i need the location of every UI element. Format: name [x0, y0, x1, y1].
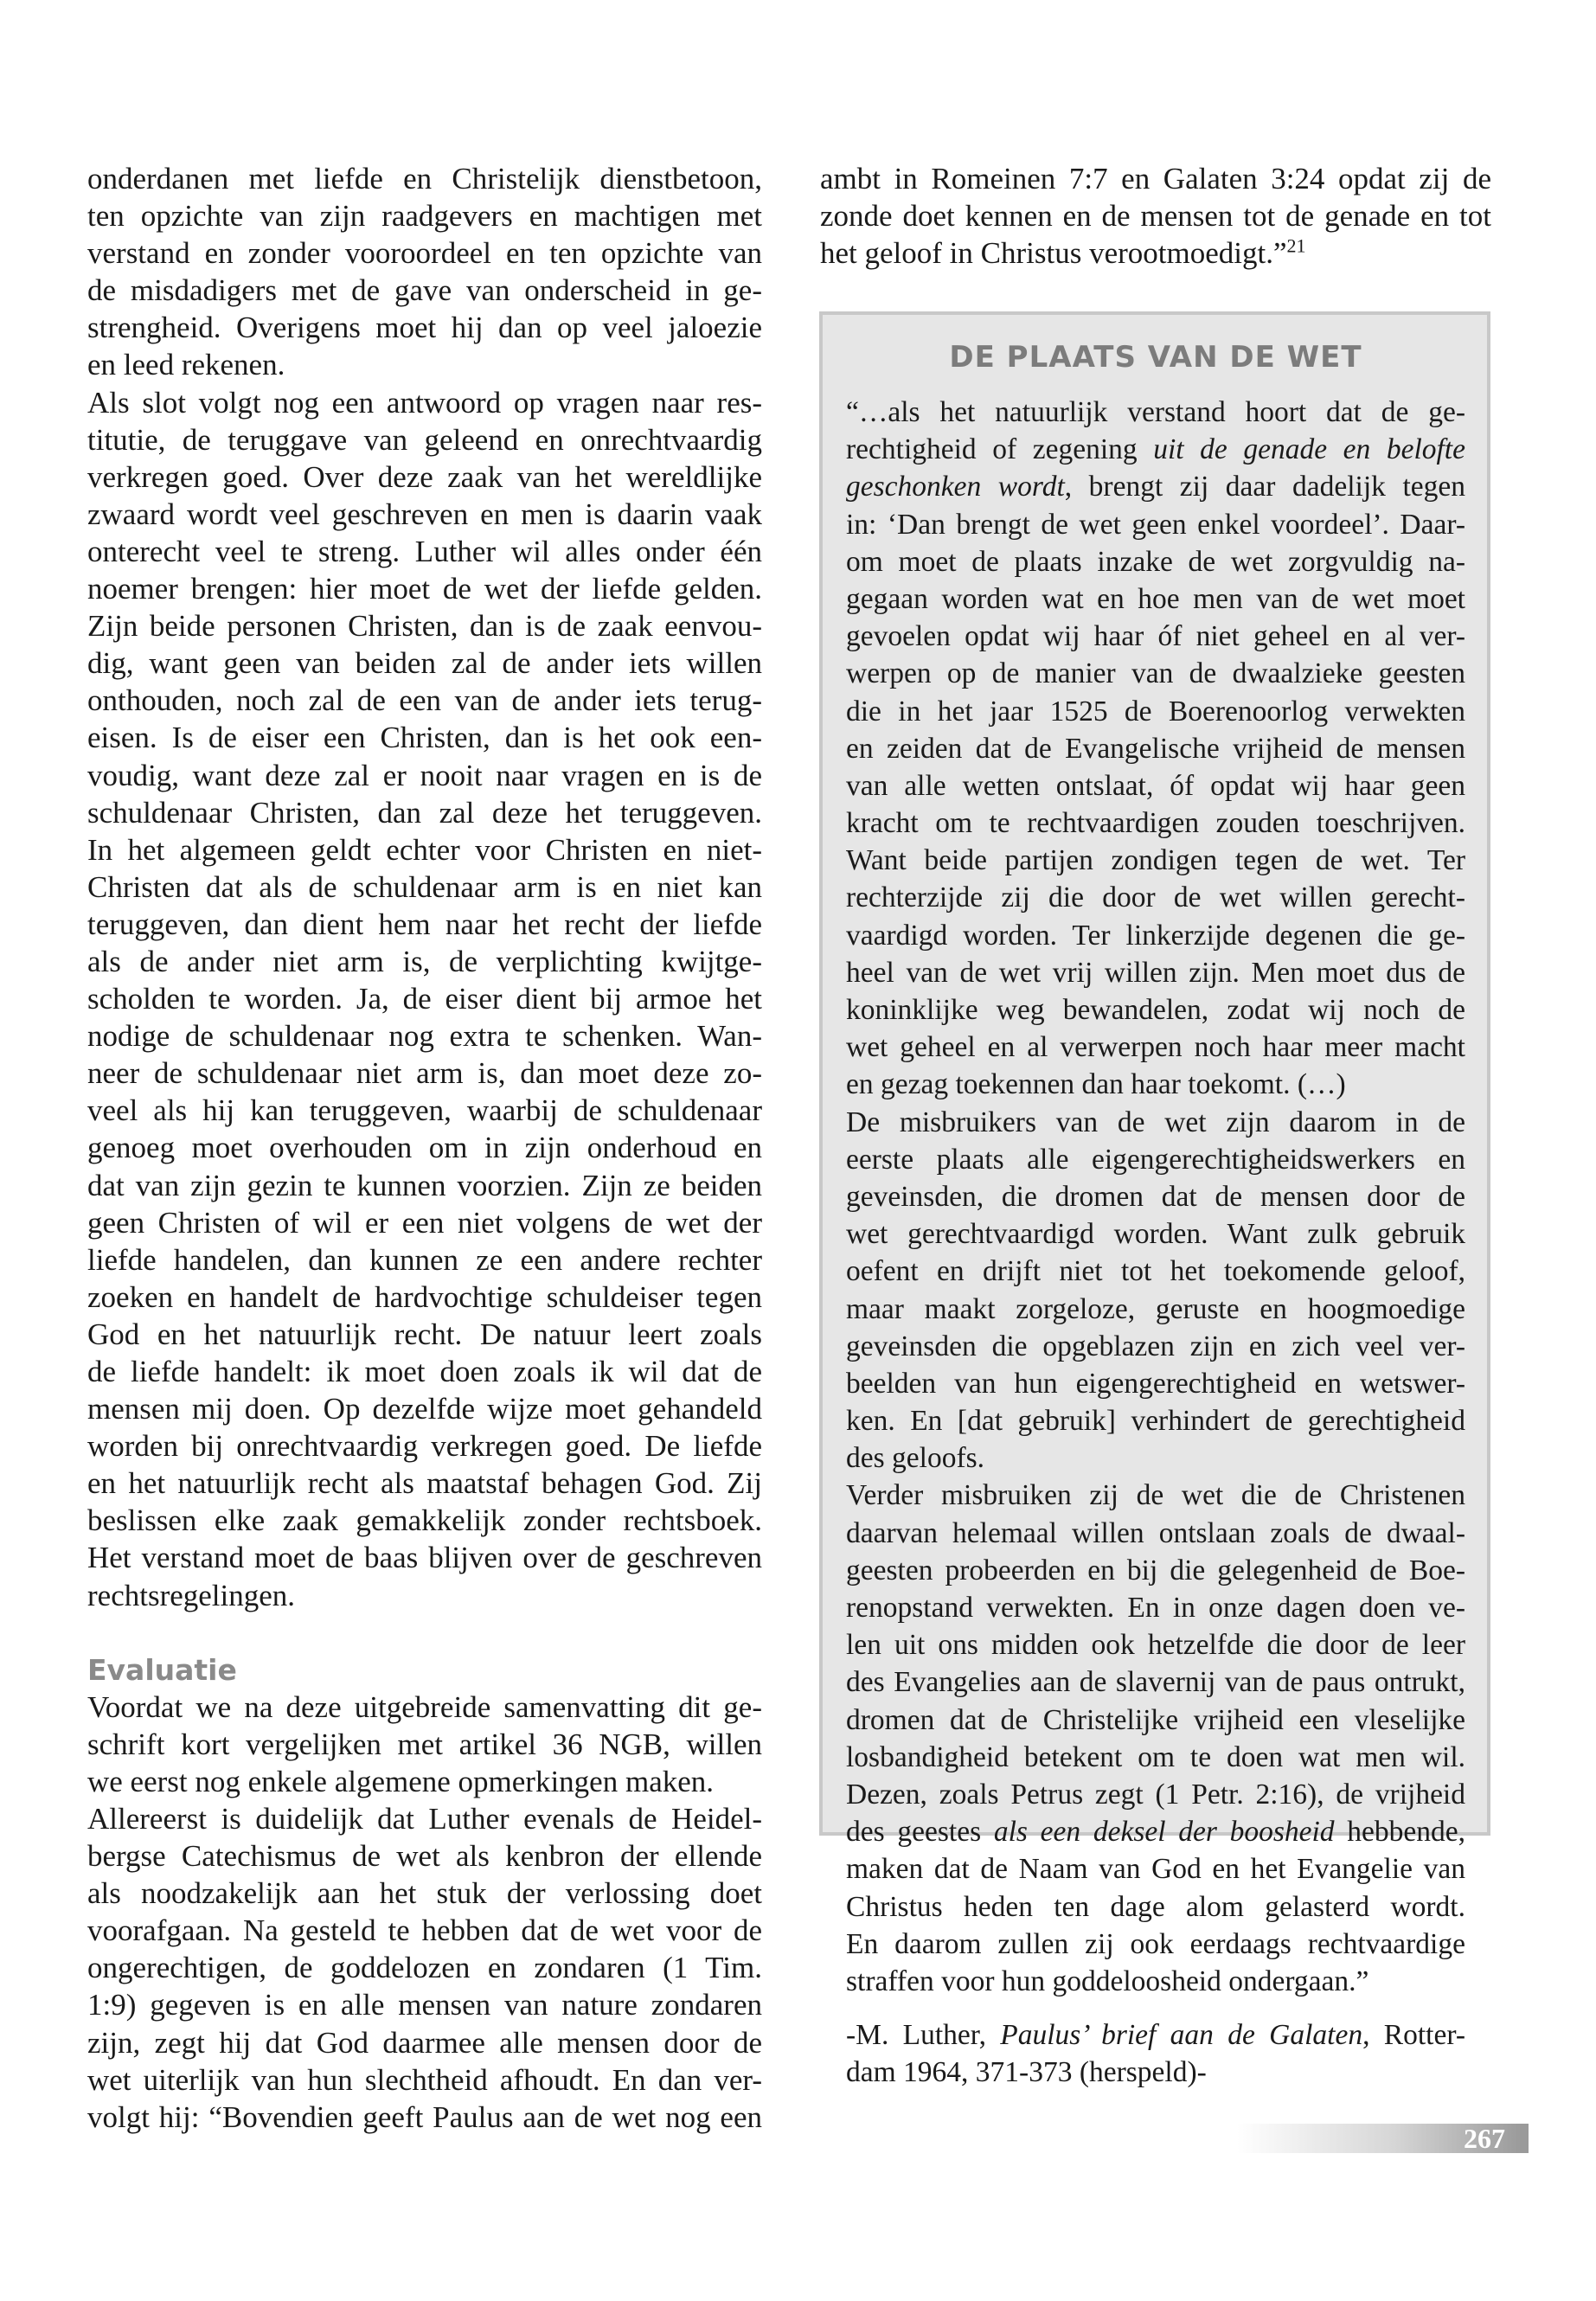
text-line: Het verstand moet de baas blijven over de geschreven: [87, 1541, 762, 1575]
text-line: verstand en zonder vooroordeel en ten opzichte van: [87, 236, 762, 271]
text-line: eisen. Is de eiser een Christen, dan is het ook een-: [87, 721, 762, 755]
text-line: zwaard wordt veel geschreven en men is daarin vaak: [87, 497, 762, 531]
text-line: neer de schuldenaar niet arm is, dan moet deze zo-: [87, 1056, 762, 1091]
text-line: noemer brengen: hier moet de wet der liefde gelden.: [87, 572, 762, 606]
text-line: Verder misbruiken zij de wet die de Christenen: [846, 1479, 1465, 1512]
text-line: en leed rekenen.: [87, 348, 285, 382]
text-line: als de ander niet arm is, de verplichting kwijtge-: [87, 944, 762, 978]
text-line: oefent en drijft niet tot het toekomende geloof,: [846, 1255, 1465, 1288]
text-line: in: ‘Dan brengt de wet geen enkel voordeel’. Daar-: [846, 508, 1465, 541]
text-line: voorafgaan. Na gesteld te hebben dat de wet voor de: [87, 1913, 762, 1948]
text-line: genoeg moet overhouden om in zijn onderhoud en: [87, 1131, 762, 1165]
section-heading: Evaluatie: [87, 1652, 237, 1687]
text-line: ken. En [dat gebruik] verhindert de gerechtigheid: [846, 1405, 1465, 1438]
paragraph: [87, 160, 762, 384]
page-number: 267: [1464, 2123, 1505, 2154]
text-line: veel als hij kan teruggeven, waarbij de schuldenaar: [87, 1093, 762, 1128]
text-line: rechtsregelingen.: [87, 1578, 296, 1612]
text-line: onterecht veel te streng. Luther wil alles onder één: [87, 534, 762, 568]
text-line: zoeken en handelt de hardvochtige schuldeiser tegen: [87, 1279, 762, 1314]
text-line: onthouden, noch zal de een van de ander iets terug-: [87, 683, 762, 718]
text-line: beelden van hun eigengerechtigheid en wetswer-: [846, 1367, 1465, 1400]
text-line: geveinsden die opgeblazen zijn en zich veel ver-: [846, 1330, 1465, 1362]
text-line: die in het jaar 1525 de Boerenoorlog verwekten: [846, 695, 1465, 727]
text-line: Voordat we na deze uitgebreide samenvatting dit ge-: [87, 1689, 762, 1724]
italic-text: als een deksel der boosheid: [993, 1816, 1335, 1849]
text-line: rechterzijde zij die door de wet willen gerecht-: [846, 881, 1465, 914]
paragraph: [87, 1800, 762, 2136]
page-number-tick: [1520, 2124, 1529, 2153]
text-line: en het natuurlijk recht als maatstaf behagen God. Zij: [87, 1466, 762, 1501]
text-line: “…als het natuurlijk verstand hoort dat de ge-: [846, 396, 1465, 428]
text-line: ambt in Romeinen 7:7 en Galaten 3:24 opdat zij de: [820, 162, 1491, 195]
text-line: dromen dat de Christelijke vrijheid een vleselijke: [846, 1703, 1465, 1736]
text-line: en gezag toekennen dan haar toekomt. (…): [846, 1068, 1346, 1101]
paragraph: [87, 1689, 762, 1800]
text-line: bergse Catechismus de wet als kenbron der ellende: [87, 1839, 762, 1874]
text-line: schuldenaar Christen, dan zal deze het teruggeven.: [87, 795, 762, 830]
text-line: de liefde handelt: ik moet doen zoals ik wil dat de: [87, 1355, 762, 1388]
text-line: om moet de plaats inzake de wet zorgvuldig na-: [846, 545, 1465, 578]
text-line: schrift kort vergelijken met artikel 36 NGB, willen: [87, 1727, 762, 1761]
text-line: renopstand verwekten. En in onze dagen doen ve-: [846, 1592, 1465, 1624]
quote-source: -M. Luther, Paulus’ brief aan de Galaten, Rotter-: [846, 2019, 1465, 2052]
text-line: heel van de wet vrij willen zijn. Men moet dus de: [846, 956, 1465, 989]
text-line: Christen dat als de schuldenaar arm is en niet kan: [87, 869, 762, 904]
box-title: DE PLAATS VAN DE WET: [949, 340, 1362, 375]
text-line: God en het natuurlijk recht. De natuur leert zoals: [87, 1317, 762, 1351]
text-line: maken dat de Naam van God en het Evangelie van: [846, 1853, 1465, 1886]
text-line: strengheid. Overigens moet hij dan op veel jaloezie: [87, 311, 762, 345]
quote-box: [819, 311, 1490, 2089]
text-line: werpen op de manier van de dwaalzieke geesten: [846, 657, 1465, 690]
text-line: voudig, want deze zal er nooit naar vragen en is de: [87, 758, 762, 792]
text-line: we eerst nog enkele algemene opmerkingen maken.: [87, 1764, 715, 1798]
text-line: des Evangelies aan de slavernij van de paus ontrukt,: [846, 1666, 1465, 1699]
text-line: liefde handelen, dan kunnen ze een andere rechter: [87, 1242, 762, 1277]
text-line: zonde doet kennen en de mensen tot de genade en tot: [820, 199, 1491, 234]
text-line: geen Christen of wil er een niet volgens de wet der: [87, 1205, 762, 1240]
text-line: straffen voor hun goddeloosheid ondergaan.”: [846, 1965, 1369, 1997]
text-line: gegaan worden wat en hoe men van de wet moet: [846, 582, 1465, 615]
text-line: En daarom zullen zij ook eerdaags rechtvaardige: [846, 1927, 1465, 1960]
quote-content: [846, 334, 1465, 2091]
text-line: verkregen goed. Over deze zaak van het wereldlijke: [87, 459, 762, 494]
text-line: des geestes als een deksel der boosheid hebbende,: [846, 1816, 1466, 1849]
text-line: geesten probeerden en bij die gelegenheid de Boe-: [846, 1554, 1465, 1586]
text-line: Zijn beide personen Christen, dan is de zaak eenvou-: [87, 609, 762, 644]
text-line: ten opzichte van zijn raadgevers en machtigen met: [87, 199, 762, 234]
text-line: van alle wetten ontslaat, óf opdat wij haar geen: [846, 769, 1465, 802]
text-line: de misdadigers met de gave van onderscheid in ge-: [87, 273, 762, 308]
text-line: worden bij onrechtvaardig verkregen goed. De liefde: [87, 1429, 762, 1464]
text-line: dat van zijn gezin te kunnen voorzien. Zijn ze beiden: [87, 1168, 762, 1202]
text-line: koninklijke weg bewandelen, zodat wij noch de: [846, 994, 1465, 1026]
text-line: zijn, zegt hij dat God daarmee alle mensen door de: [87, 2025, 762, 2060]
text-line: Want beide partijen zondigen tegen de wet. Ter: [846, 844, 1465, 877]
text-line: len uit ons midden ook hetzelfde die door de leer: [846, 1629, 1465, 1662]
text-line: geveinsden, die dromen dat de mensen door de: [846, 1180, 1465, 1213]
text-line: vaardigd worden. Ter linkerzijde degenen die ge-: [846, 919, 1465, 952]
text-line: als noodzakelijk aan het stuk der verlossing doet: [87, 1876, 762, 1911]
text-line: beslissen elke zaak gemakkelijk zonder rechtsboek.: [87, 1503, 762, 1538]
text-line: De misbruikers van de wet zijn daarom in de: [846, 1106, 1465, 1138]
italic-text: uit de genade en belofte: [1153, 433, 1465, 466]
text-line: rechtigheid of zegening uit de genade en belofte: [846, 433, 1465, 466]
text-line: het geloof in Christus verootmoedigt.”$^{21}$: [820, 234, 1306, 271]
text-line: daarvan helemaal willen ontslaan zoals de dwaal-: [846, 1516, 1465, 1549]
text-line: wet uiterlijk van hun slechtheid afhoudt. En dan ver-: [87, 2062, 762, 2097]
text-line: 1:9) gegeven is en alle mensen van nature zondaren: [87, 1988, 762, 2022]
paragraph: [87, 384, 762, 1614]
text-line: wet gerechtvaardigd worden. Want zulk gebruik: [846, 1218, 1465, 1251]
left-column: [87, 160, 762, 2136]
text-line: titutie, de teruggave van geleend en onrechtvaardig: [87, 422, 762, 457]
text-line: Als slot volgt nog een antwoord op vragen naar res-: [87, 385, 762, 420]
text-line: nodige de schuldenaar nog extra te schenken. Wan-: [87, 1019, 762, 1054]
text-line: losbandigheid betekent om te doen wat men wil.: [846, 1740, 1465, 1773]
text-line: Dezen, zoals Petrus zegt (1 Petr. 2:16), de vrijheid: [846, 1778, 1465, 1811]
text-line: In het algemeen geldt echter voor Christen en niet-: [87, 832, 762, 867]
text-line: des geloofs.: [846, 1442, 985, 1475]
text-line: teruggeven, dan dient hem naar het recht der liefde: [87, 907, 762, 941]
quote-source: dam 1964, 371-373 (herspeld)-: [846, 2056, 1207, 2089]
text-line: mensen mij doen. Op dezelfde wijze moet gehandeld: [87, 1392, 762, 1426]
text-line: en zeiden dat de Evangelische vrijheid de mensen: [846, 732, 1465, 765]
text-line: Christus heden ten dage alom gelasterd wordt.: [846, 1890, 1465, 1923]
text-line: eerste plaats alle eigengerechtigheidswerkers en: [846, 1143, 1465, 1176]
text-line: onderdanen met liefde en Christelijk dienstbetoon,: [87, 162, 762, 195]
italic-text: Paulus’ brief aan de Galaten: [1000, 2019, 1363, 2052]
right-column: [820, 160, 1491, 272]
italic-text: geschonken wordt: [846, 471, 1065, 503]
text-line: scholden te worden. Ja, de eiser dient bij armoe het: [87, 982, 762, 1016]
text-line: geschonken wordt, brengt zij daar dadelijk tegen: [846, 471, 1465, 503]
footnote-reference: 21: [1286, 234, 1306, 257]
text-line: volgt hij: “Bovendien geeft Paulus aan de wet nog een: [87, 2099, 762, 2134]
text-line: ongerechtigen, de goddelozen en zondaren (1 Tim.: [87, 1951, 762, 1985]
text-line: maar maakt zorgeloze, geruste en hoogmoedige: [846, 1292, 1465, 1325]
text-line: kracht om te rechtvaardigen zouden toeschrijven.: [846, 807, 1465, 840]
text-line: Allereerst is duidelijk dat Luther evenals de Heidel-: [87, 1801, 762, 1836]
text-line: wet geheel en al verwerpen noch haar meer macht: [846, 1031, 1465, 1064]
text-line: gevoelen opdat wij haar óf niet geheel en al ver-: [846, 620, 1465, 653]
text-line: dig, want geen van beiden zal de ander iets willen: [87, 646, 762, 681]
